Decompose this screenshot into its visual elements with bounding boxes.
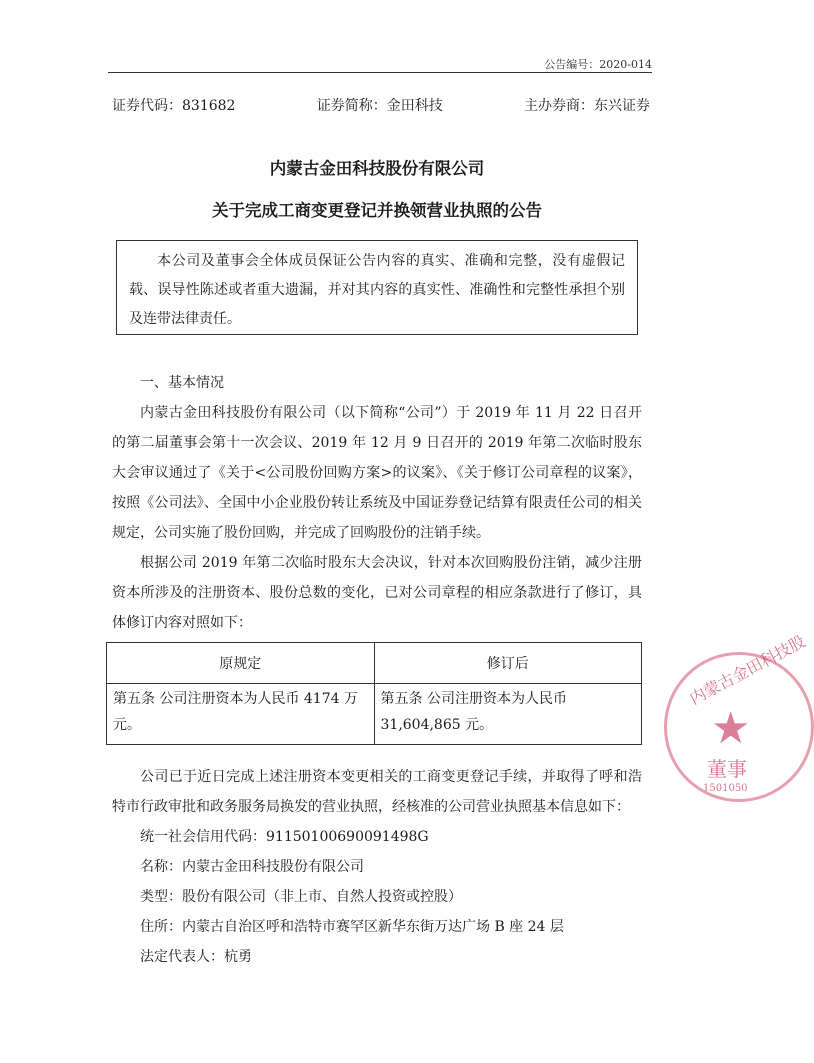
- seal-star-icon: ★: [711, 703, 751, 754]
- credit-code: 统一社会信用代码：91150100690091498G: [140, 829, 429, 845]
- notice-number: 公告编号：2020-014: [544, 58, 652, 71]
- column-header-revised: 修订后: [374, 643, 642, 684]
- column-header-original: 原规定: [107, 643, 375, 684]
- seal-code: 1501050: [703, 783, 748, 794]
- declaration-text: 本公司及董事会全体成员保证公告内容的真实、准确和完整，没有虚假记载、误导性陈述或者重大遗漏，并对其内容的真实性、准确性和完整性承担个别及连带法律责任。: [129, 253, 625, 327]
- announcement-title: 关于完成工商变更登记并换领营业执照的公告: [212, 201, 542, 220]
- paragraph-amendment: 根据公司 2019 年第二次临时股东大会决议，针对本次回购股份注销，减少注册资本所涉及的注册资本、股份总数的变化，已对公司章程的相应条款进行了修订，具体修订内容对照如下：: [112, 555, 642, 631]
- stock-abbreviation: 证券简称：金田科技: [316, 98, 443, 114]
- company-name: 名称：内蒙古金田科技股份有限公司: [140, 859, 364, 875]
- sponsor-broker: 主办券商：东兴证券: [523, 98, 650, 114]
- company-address: 住所：内蒙古自治区呼和浩特市赛罕区新华东街万达广场 B 座 24 层: [140, 919, 564, 935]
- paragraph-license-obtained: 公司已于近日完成上述注册资本变更相关的工商变更登记手续，并取得了呼和浩特市行政审批和政务服务局换发的营业执照，经核准的公司营业执照基本信息如下：: [112, 769, 642, 815]
- board-declaration-box: [116, 240, 638, 335]
- section-heading: 一、基本情况: [140, 375, 224, 391]
- revised-clause: 第五条 公司注册资本为人民币 31,604,865 元。: [374, 684, 642, 745]
- seal-company-name: 内蒙古金田科技股: [686, 631, 809, 709]
- company-type: 类型：股份有限公司（非上市、自然人投资或控股）: [140, 889, 462, 905]
- company-seal: [664, 631, 814, 802]
- company-title: 内蒙古金田科技股份有限公司: [269, 159, 485, 178]
- paragraph-buyback: 内蒙古金田科技股份有限公司（以下简称“公司”）于 2019 年 11 月 22 日召开的第二届董事会第十一次会议、2019 年 12 月 9 日召开的 2019 年第二次临时股东大会审议通过了《关于<公司股份回购方案>的议案》、《关于修订公司章程的议案》，按照《公司法》、全国中小企业股份转让系统及中国证券登记结算有限责任公司的相关规定，公司实施了股份回购，并完成了回购股份的注销手续。: [112, 405, 642, 541]
- table-header-row: [107, 643, 642, 684]
- header-rule: [108, 72, 652, 73]
- amendment-table-wrapper: [106, 642, 642, 745]
- amendment-table: [106, 642, 642, 745]
- original-clause: 第五条 公司注册资本为人民币 4174 万元。: [107, 684, 375, 745]
- legal-representative: 法定代表人：杭勇: [140, 949, 252, 965]
- stock-code: 证券代码：831682: [112, 98, 236, 114]
- section-license: [112, 762, 642, 822]
- table-row: [107, 684, 642, 745]
- section-basic-info: [112, 368, 642, 638]
- license-info-list: [140, 822, 564, 972]
- seal-department: 董事: [707, 757, 747, 781]
- stock-info-row: [112, 95, 650, 115]
